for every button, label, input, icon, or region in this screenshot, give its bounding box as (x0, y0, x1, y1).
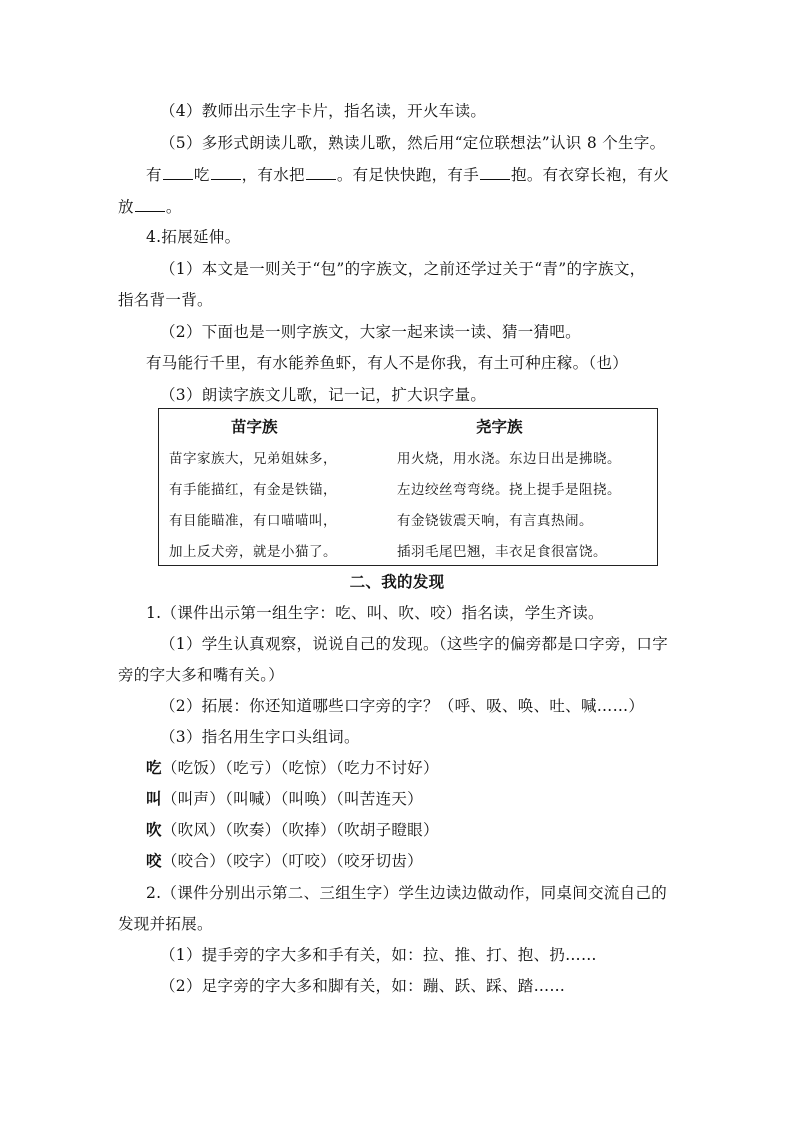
word-char: 咬 (146, 851, 162, 870)
paragraph-s2-3: （2）拓展：你还知道哪些口字旁的字？（呼、吸、唤、吐、喊……） (160, 697, 645, 715)
fill-text: 。 (165, 198, 182, 216)
table-cell-left-2: 有手能描红，有金是铁锚， (169, 482, 337, 498)
word-list: （吃饭）（吃亏）（吃惊）（吃力不讨好） (161, 759, 439, 777)
blank (480, 164, 510, 180)
fill-text: 抱。有衣穿长袍，有火 (511, 166, 670, 184)
word-row (146, 758, 439, 778)
paragraph-s2-2a: （1）学生认真观察，说说自己的发现。（这些字的偏旁都是口字旁，口字 (160, 635, 669, 653)
paragraph-s2-5b: 发现并拓展。 (118, 915, 213, 933)
table-cell-right-4: 插羽毛尾巴翘，丰衣足食很富饶。 (397, 544, 607, 560)
table-cell-right-3: 有金铙钹震天响，有言真热闹。 (397, 513, 593, 529)
fill-blank-line-2 (118, 196, 182, 217)
table-header-left: 苗字族 (231, 417, 278, 436)
word-list: （咬合）（咬字）（叮咬）（咬牙切齿） (161, 852, 423, 870)
table-cell-right-2: 左边绞丝弯弯绕。挠上提手是阻挠。 (397, 482, 621, 498)
word-list: （吹风）（吹奏）（吹捧）（吹胡子瞪眼） (161, 821, 439, 839)
blank (135, 196, 165, 212)
fill-text: 吃 (193, 166, 210, 184)
fill-text: 。有足快快跑，有手 (336, 166, 480, 184)
blank (306, 164, 336, 180)
paragraph-extension-3: （3）朗读字族文儿歌，记一记，扩大识字量。 (160, 386, 487, 404)
paragraph-step-4: （4）教师出示生字卡片，指名读，开火车读。 (160, 102, 487, 120)
fill-text: 有 (146, 166, 162, 184)
word-char: 吹 (146, 820, 162, 839)
blank (211, 164, 241, 180)
word-row (146, 789, 423, 809)
paragraph-s2-4: （3）指名用生字口头组词。 (160, 728, 360, 746)
table-cell-left-1: 苗字家族大，兄弟姐妹多， (169, 451, 337, 467)
blank (163, 164, 193, 180)
fill-text: ，有水把 (241, 166, 305, 184)
fill-blank-line-1 (146, 164, 669, 185)
section-heading: 二、我的发现 (349, 572, 445, 591)
fill-text: 放 (118, 198, 134, 216)
table-cell-right-1: 用火烧，用水浇。东边日出是拂晓。 (397, 451, 621, 467)
table-cell-left-4: 加上反犬旁，就是小猫了。 (169, 544, 337, 560)
table-header-right: 尧字族 (476, 417, 523, 436)
paragraph-s2-6: （1）提手旁的字大多和手有关，如：拉、推、打、抱、扔…… (160, 946, 597, 964)
paragraph-s2-1: 1.（课件出示第一组生字：吃、叫、吹、咬）指名读，学生齐读。 (146, 604, 604, 622)
word-char: 叫 (146, 789, 162, 808)
heading-extension: 4.拓展延伸。 (146, 228, 241, 246)
paragraph-s2-2b: 旁的字大多和嘴有关。） (118, 666, 285, 684)
paragraph-extension-1b: 指名背一背。 (118, 291, 213, 309)
paragraph-s2-7: （2）足字旁的字大多和脚有关，如：蹦、跃、踩、踏…… (160, 977, 566, 995)
word-family-table (158, 408, 658, 566)
word-row (146, 820, 439, 840)
paragraph-extension-1a: （1）本文是一则关于“包”的字族文，之前还学过关于“青”的字族文， (160, 260, 646, 278)
paragraph-extension-2: （2）下面也是一则字族文，大家一起来读一读、猜一猜吧。 (160, 323, 581, 341)
paragraph-step-5: （5）多形式朗读儿歌，熟读儿歌，然后用“定位联想法”认识 8 个生字。 (160, 134, 666, 152)
table-cell-left-3: 有目能瞄准，有口喵喵叫， (169, 513, 337, 529)
riddle-line: 有马能行千里，有水能养鱼虾，有人不是你我，有土可种庄稼。（也） (146, 354, 629, 372)
paragraph-s2-5a: 2.（课件分别出示第二、三组生字）学生边读边做动作，同桌间交流自己的 (146, 884, 667, 902)
word-row (146, 851, 423, 871)
word-list: （叫声）（叫喊）（叫唤）（叫苦连天） (161, 790, 423, 808)
word-char: 吃 (146, 758, 162, 777)
